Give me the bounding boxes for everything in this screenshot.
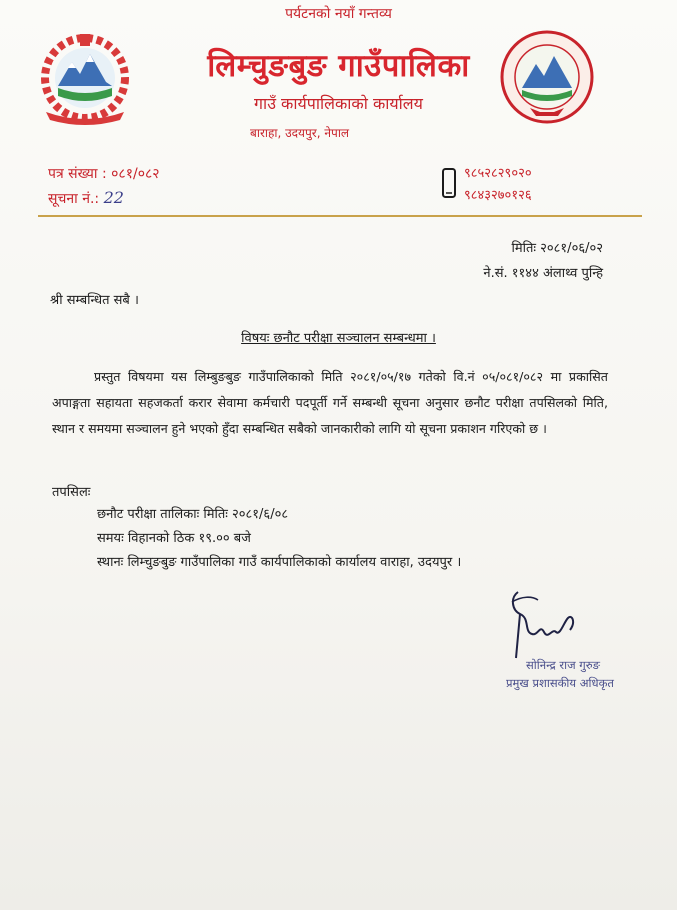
subject-text: विषयः छनौट परीक्षा सञ्चालन सम्बन्धमा । bbox=[241, 331, 436, 346]
details-list bbox=[97, 503, 461, 575]
subject-line bbox=[0, 328, 677, 346]
municipality-title: लिम्चुङबुङ गाउँपालिका bbox=[207, 48, 470, 84]
details-item-venue: स्थानः लिम्चुङबुङ गाउँपालिका गाउँ कार्यपालिकाको कार्यालय वाराहा, उदयपुर । bbox=[97, 555, 462, 570]
header-divider bbox=[38, 215, 642, 217]
salutation: श्री सम्बन्धित सबै । bbox=[50, 293, 139, 308]
signatory-block bbox=[506, 656, 614, 692]
phone-number-1: ९८५२८२९०२० bbox=[464, 166, 532, 181]
reference-value: ०८१/०८२ bbox=[111, 166, 160, 182]
reference-number bbox=[48, 164, 160, 183]
signatory-name: सोनिन्द्र राज गुरुङ bbox=[526, 658, 600, 672]
office-name: गाउँ कार्यपालिकाको कार्यालय bbox=[254, 94, 423, 113]
signature-icon bbox=[502, 588, 582, 660]
mobile-phone-icon bbox=[442, 168, 456, 198]
notice-value: 22 bbox=[103, 188, 124, 207]
notice-label: सूचना नं.: bbox=[48, 191, 100, 207]
phone-numbers bbox=[464, 163, 532, 207]
date-line: मितिः २०८१/०६/०२ bbox=[511, 241, 603, 256]
details-heading: तपसिलः bbox=[52, 485, 91, 500]
signatory-designation: प्रमुख प्रशासकीय अधिकृत bbox=[506, 676, 614, 690]
notice-number bbox=[48, 188, 124, 208]
details-item-schedule: छनौट परीक्षा तालिकाः मितिः २०८१/६/०८ bbox=[97, 507, 289, 522]
nepal-sambat-date: ने.सं. ११४४ अंलाथ्व पुन्हि bbox=[483, 266, 603, 281]
body-paragraph: प्रस्तुत विषयमा यस लिम्बुङबुङ गाउँपालिकाको मिति २०८१/०५/१७ गतेको वि.नं ०५/०८१/०८२ मा प्रकासित अपाङ्गता सहायता सहजकर्ता करार सेवामा कर्मचारी पदपूर्ती गर्ने सम्बन्धी सूचना अनुसार छनौट परीक्षा तपसिलको मिति, स्थान र समयमा सञ्चालन हुने भएको हुँदा सम्बन्धित सबैको जानकारीको लागि यो सूचना प्रकाशन गरिएको छ । bbox=[52, 369, 608, 436]
details-item-time: समयः विहानको ठिक १९.०० बजे bbox=[97, 531, 251, 546]
tagline: पर्यटनको नयाँ गन्तव्य bbox=[285, 6, 392, 22]
phone-number-2: ९८४३२७०१२६ bbox=[464, 188, 532, 203]
date-block bbox=[483, 236, 603, 286]
reference-label: पत्र संख्या : bbox=[48, 166, 107, 182]
office-address: बाराहा, उदयपुर, नेपाल bbox=[250, 126, 350, 140]
